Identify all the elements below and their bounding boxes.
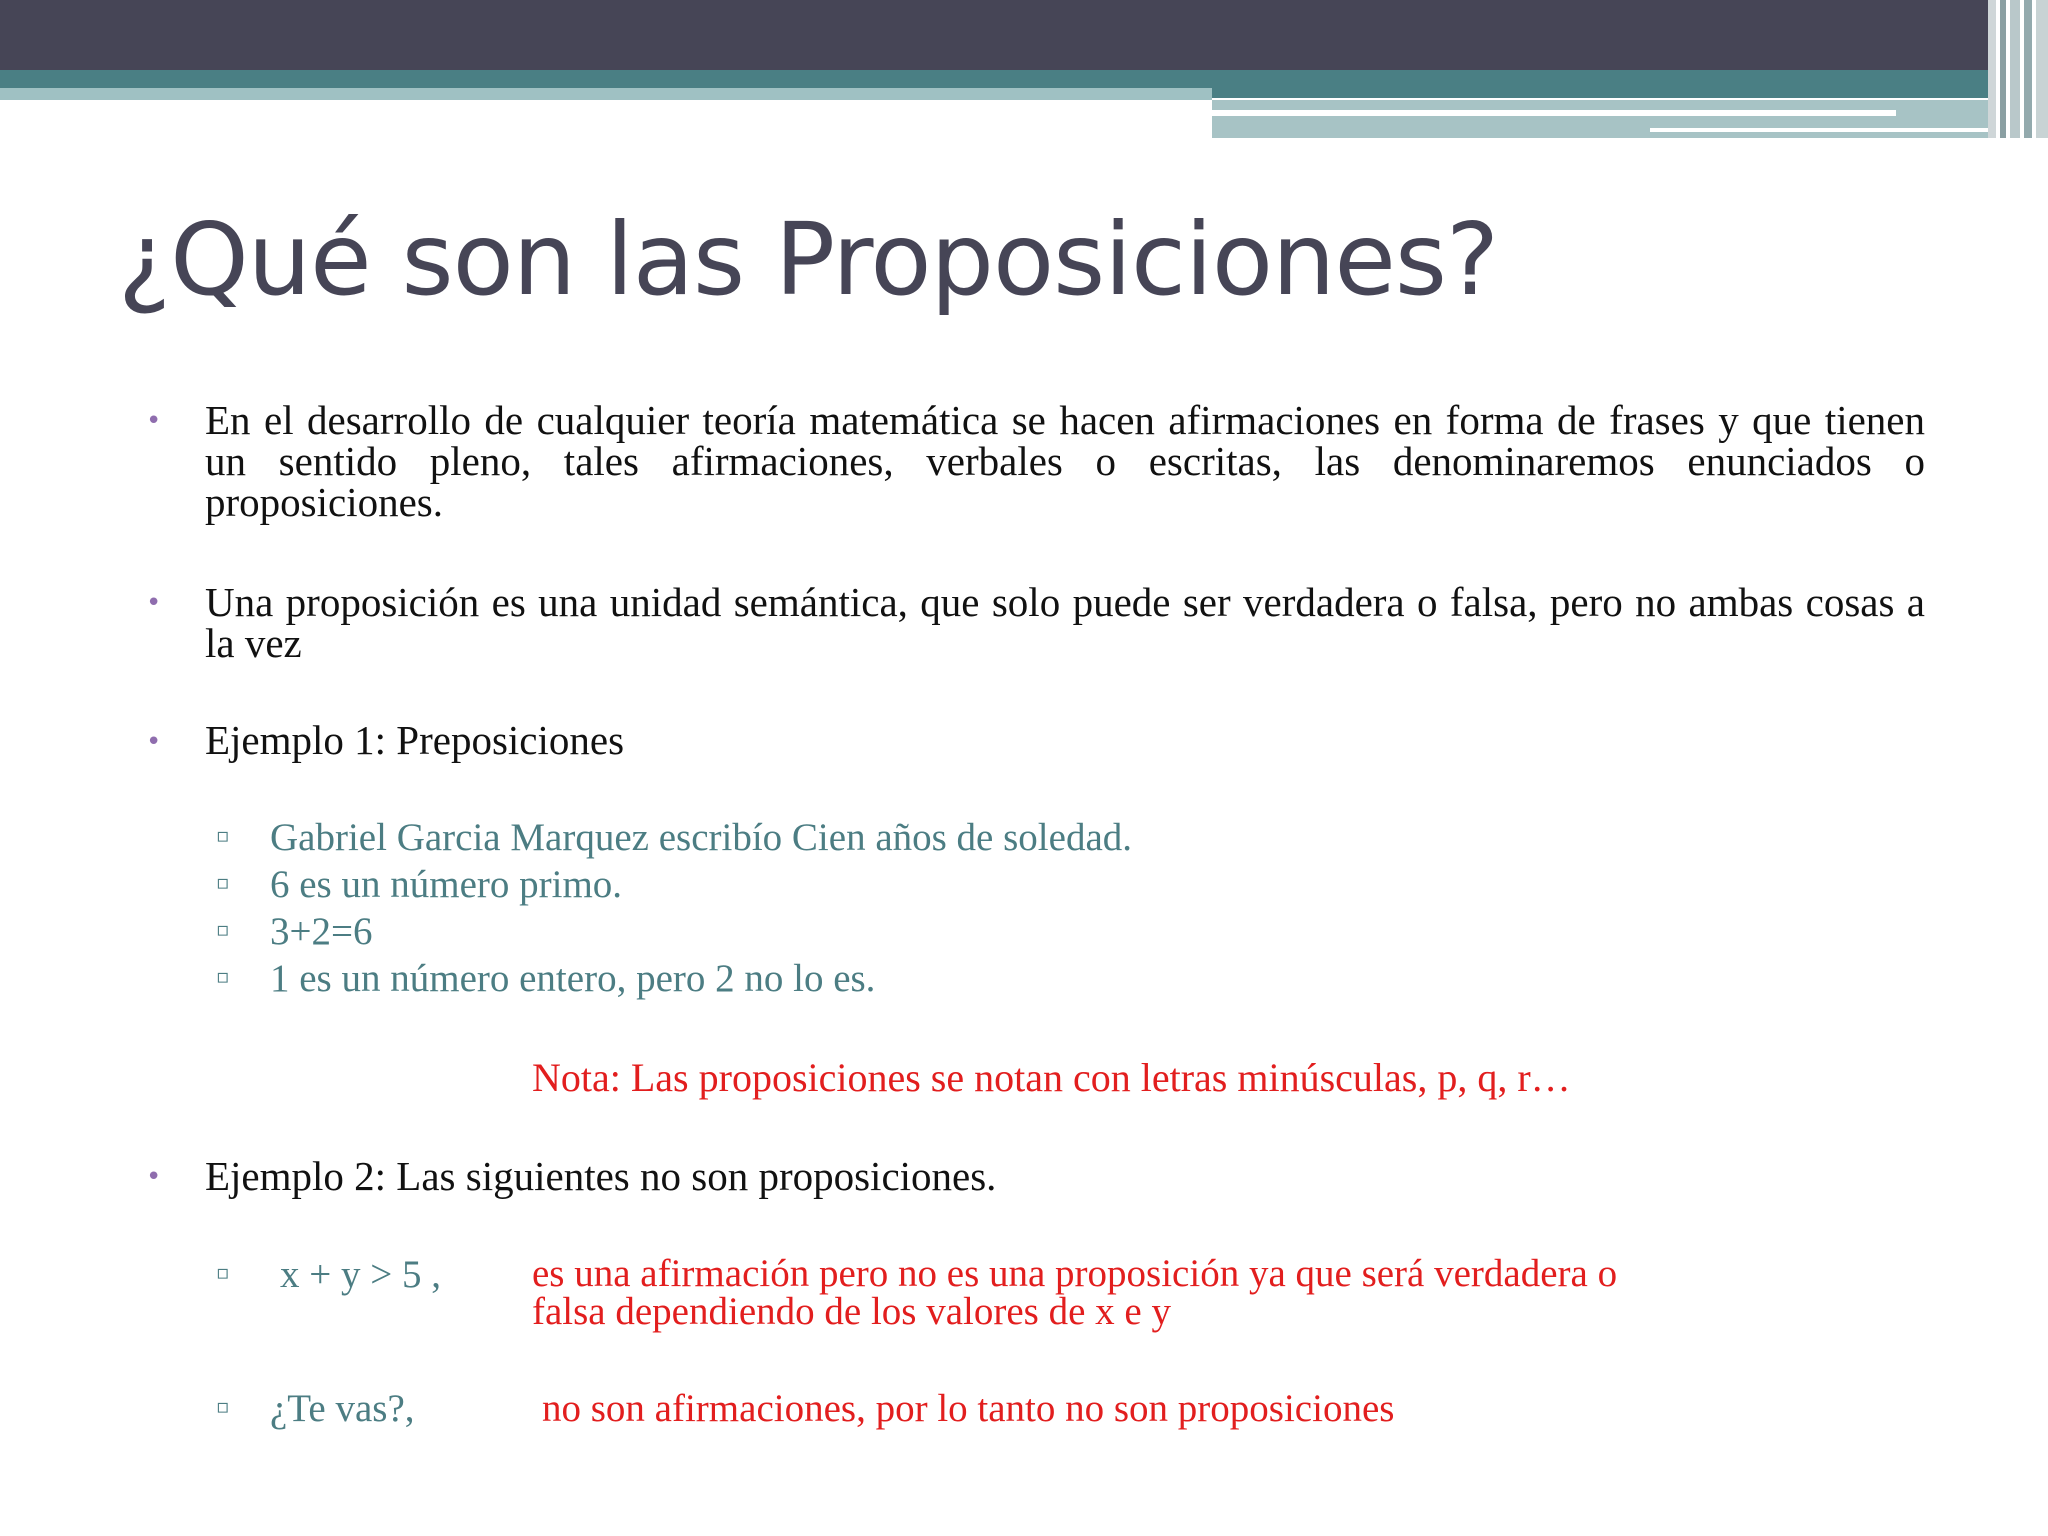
- example-2-expression: x + y > 5 ,: [280, 1253, 441, 1296]
- note-text: Nota: Las proposiciones se notan con letras minúsculas, p, q, r…: [532, 1055, 1571, 1100]
- example-1-item: Gabriel Garcia Marquez escribío Cien años de soledad.: [270, 816, 1132, 859]
- bullet-text-example-2: Ejemplo 2: Las siguientes no son proposiciones.: [205, 1153, 997, 1199]
- header-white-line: [1212, 110, 1896, 116]
- bullet-text-semantic-unit: Una proposición es una unidad semántica, que solo puede ser verdadera o falsa, pero no ambas cosas a la vez: [205, 579, 1925, 666]
- sub-bullet-marker: ▫: [216, 870, 230, 894]
- bullet-marker: •: [146, 588, 162, 618]
- header-light-band-right: [1212, 100, 2048, 138]
- header-dark-band: [0, 0, 2048, 70]
- header-stripes: [1988, 0, 2048, 138]
- sub-bullet-marker: ▫: [216, 964, 230, 988]
- slide-title: ¿Qué son las Proposiciones?: [118, 201, 1499, 318]
- header-light-band-left: [0, 88, 1212, 100]
- sub-bullet-marker: ▫: [216, 823, 230, 847]
- bullet-text-definition: En el desarrollo de cualquier teoría matemática se hacen afirmaciones en forma de frases y que tienen un sentido pleno, tales afirmaciones, verbales o escritas, las denominaremos enunciados o proposiciones.: [205, 397, 1925, 525]
- sub-bullet-marker: ▫: [216, 1394, 230, 1418]
- bullet-marker: •: [146, 406, 162, 436]
- example-2-explanation-line: falsa dependiendo de los valores de x e y: [532, 1290, 1171, 1333]
- example-1-item: 3+2=6: [270, 910, 373, 953]
- bullet-marker: •: [146, 1162, 162, 1192]
- sub-bullet-marker: ▫: [216, 917, 230, 941]
- example-2-expression: ¿Te vas?,: [270, 1387, 415, 1430]
- sub-bullet-marker: ▫: [216, 1260, 230, 1284]
- example-1-item: 6 es un número primo.: [270, 863, 623, 906]
- example-2-explanation-line: es una afirmación pero no es una proposición ya que será verdadera o: [532, 1252, 1618, 1295]
- bullet-text-example-1: Ejemplo 1: Preposiciones: [205, 717, 625, 763]
- example-1-item: 1 es un número entero, pero 2 no lo es.: [270, 957, 876, 1000]
- bullet-marker: •: [146, 727, 162, 757]
- example-2-explanation-line: no son afirmaciones, por lo tanto no son proposiciones: [542, 1387, 1395, 1430]
